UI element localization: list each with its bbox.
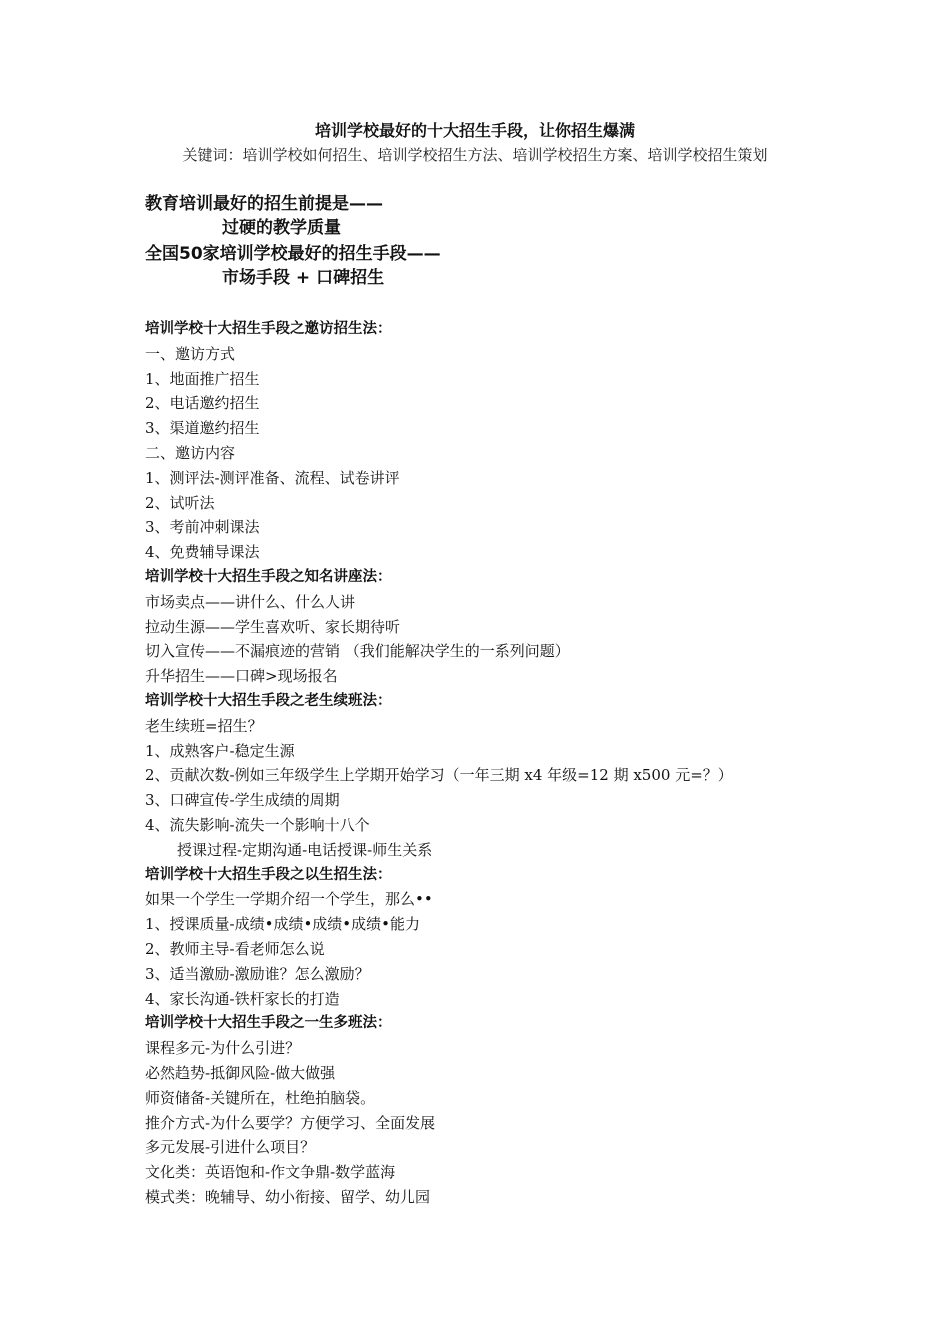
body-line: 3、渠道邀约招生 (145, 419, 260, 438)
body-line: 4、家长沟通-铁杆家长的打造 (145, 989, 340, 1008)
section-heading: 培训学校十大招生手段之知名讲座法： (145, 568, 392, 585)
body-line: 文化类：英语饱和-作文争鼎-数学蓝海 (145, 1163, 396, 1182)
body-line: 升华招生——口碑>现场报名 (145, 667, 338, 686)
intro-line-2: 过硬的教学质量 (222, 218, 341, 238)
body-line: 市场卖点——讲什么、什么人讲 (145, 592, 356, 611)
document-body (145, 317, 845, 1210)
body-line: 2、试听法 (145, 493, 215, 512)
body-line: 3、适当激励-激励谁？怎么激励？ (145, 964, 370, 983)
body-line: 推介方式-为什么要学？方便学习、全面发展 (145, 1113, 436, 1132)
body-line: 1、地面推广招生 (145, 369, 260, 388)
body-line: 如果一个学生一学期介绍一个学生，那么•• (145, 890, 433, 909)
body-line: 3、考前冲刺课法 (145, 518, 260, 537)
body-line: 老生续班=招生？ (145, 716, 263, 735)
body-line: 2、教师主导-看老师怎么说 (145, 939, 325, 958)
body-line: 3、口碑宣传-学生成绩的周期 (145, 791, 340, 810)
intro-line-1: 教育培训最好的招生前提是—— (145, 194, 383, 214)
section-heading: 培训学校十大招生手段之邀访招生法： (145, 321, 392, 337)
intro-line-4: 市场手段 + 口碑招生 (222, 268, 385, 288)
body-line: 一、邀访方式 (145, 344, 236, 363)
body-line: 课程多元-为什么引进？ (145, 1039, 301, 1058)
body-line: 必然趋势-抵御风险-做大做强 (145, 1063, 336, 1082)
body-line: 切入宣传——不漏痕迹的营销 （我们能解决学生的一系列问题） (145, 642, 570, 661)
body-line: 1、成熟客户-稳定生源 (145, 741, 295, 760)
body-line: 多元发展-引进什么项目？ (145, 1138, 316, 1157)
section-heading: 培训学校十大招生手段之以生招生法： (145, 866, 392, 883)
body-line: 模式类：晚辅导、幼小衔接、留学、幼儿园 (145, 1187, 431, 1206)
body-line: 4、免费辅导课法 (145, 543, 260, 562)
section-heading: 培训学校十大招生手段之一生多班法： (145, 1015, 392, 1032)
body-line: 授课过程-定期沟通-电话授课-师生关系 (177, 840, 433, 859)
body-line: 2、电话邀约招生 (145, 394, 260, 413)
body-line: 1、授课质量-成绩•成绩•成绩•成绩•能力 (145, 915, 421, 934)
body-line: 师资储备-关键所在，杜绝拍脑袋。 (145, 1088, 376, 1107)
body-line: 1、测评法-测评准备、流程、试卷讲评 (145, 468, 400, 487)
intro-line-3: 全国50家培训学校最好的招生手段—— (145, 244, 441, 264)
body-line: 4、流失影响-流失一个影响十八个 (145, 815, 370, 834)
keywords-line: 关键词：培训学校如何招生、培训学校招生方法、培训学校招生方案、培训学校招生策划 (182, 146, 768, 164)
document-title: 培训学校最好的十大招生手段，让你招生爆满 (314, 121, 635, 140)
body-line: 二、邀访内容 (145, 443, 236, 462)
body-line: 拉动生源——学生喜欢听、家长期待听 (145, 617, 401, 636)
section-heading: 培训学校十大招生手段之老生续班法： (145, 692, 392, 709)
body-line: 2、贡献次数-例如三年级学生上学期开始学习（一年三期 x4 年级=12 期 x500 元=？） (145, 766, 733, 785)
